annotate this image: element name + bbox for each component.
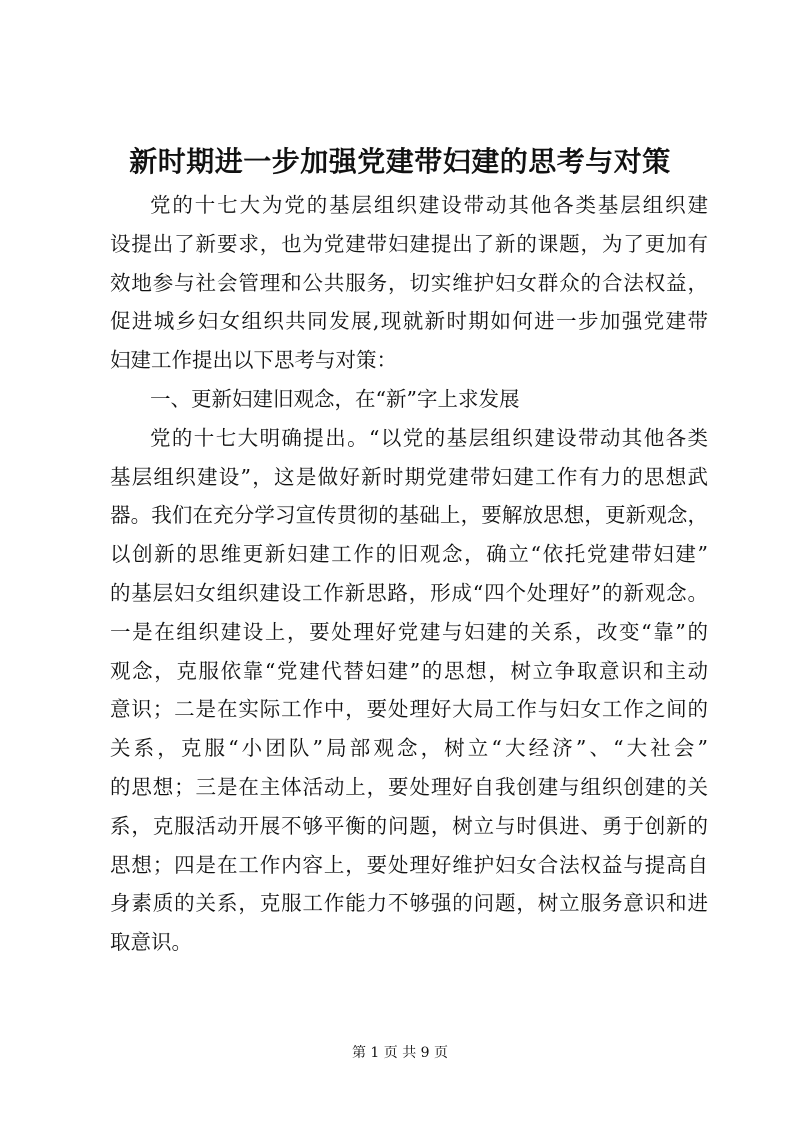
paragraph-2-line-2: 基层组织建设”，这是做好新时期党建带妇建工作有力的思想武: [110, 464, 708, 489]
paragraph-2-line-13: 身素质的关系，克服工作能力不够强的问题，树立服务意识和进: [110, 891, 708, 916]
paragraph-1-line-5: 妇建工作提出以下思考与对策：: [110, 348, 397, 373]
paragraph-1-line-1: 党的十七大为党的基层组织建设带动其他各类基层组织建: [150, 193, 708, 217]
page-number-footer: 第 1 页 共 9 页: [351, 1045, 449, 1061]
paragraph-1-line-3: 效地参与社会管理和公共服务，切实维护妇女群众的合法权益，: [110, 270, 708, 295]
paragraph-2-line-9: 关系，克服“小团队”局部观念，树立“大经济”、“大社会”: [110, 736, 708, 761]
document-body: [110, 186, 708, 962]
paragraph-2-line-12: 思想；四是在工作内容上，要处理好维护妇女合法权益与提高自: [110, 852, 708, 877]
document-title: 新时期进一步加强党建带妇建的思考与对策: [129, 145, 671, 178]
paragraph-2-line-11: 系，克服活动开展不够平衡的问题，树立与时俱进、勇于创新的: [110, 813, 708, 838]
paragraph-2-line-8: 意识；二是在实际工作中，要处理好大局工作与妇女工作之间的: [110, 697, 708, 722]
section-heading-1: 一、更新妇建旧观念，在“新”字上求发展: [150, 386, 520, 411]
paragraph-2-line-4: 以创新的思维更新妇建工作的旧观念，确立“依托党建带妇建”: [110, 542, 708, 567]
paragraph-1-line-4: 促进城乡妇女组织共同发展,现就新时期如何进一步加强党建带: [110, 309, 708, 334]
paragraph-2-line-14: 取意识。: [110, 930, 192, 955]
paragraph-2-line-6: 一是在组织建设上，要处理好党建与妇建的关系，改变“靠”的: [110, 619, 708, 644]
paragraph-2-line-7: 观念，克服依靠“党建代替妇建”的思想，树立争取意识和主动: [110, 658, 708, 683]
paragraph-2-line-5: 的基层妇女组织建设工作新思路，形成“四个处理好”的新观念。: [110, 580, 708, 605]
paragraph-1-line-2: 设提出了新要求，也为党建带妇建提出了新的课题，为了更加有: [110, 231, 708, 256]
paragraph-2-line-10: 的思想；三是在主体活动上，要处理好自我创建与组织创建的关: [110, 774, 708, 799]
paragraph-2-line-3: 器。我们在充分学习宣传贯彻的基础上，要解放思想，更新观念，: [110, 503, 708, 528]
paragraph-2-line-1: 党的十七大明确提出。“以党的基层组织建设带动其他各类: [150, 425, 708, 450]
